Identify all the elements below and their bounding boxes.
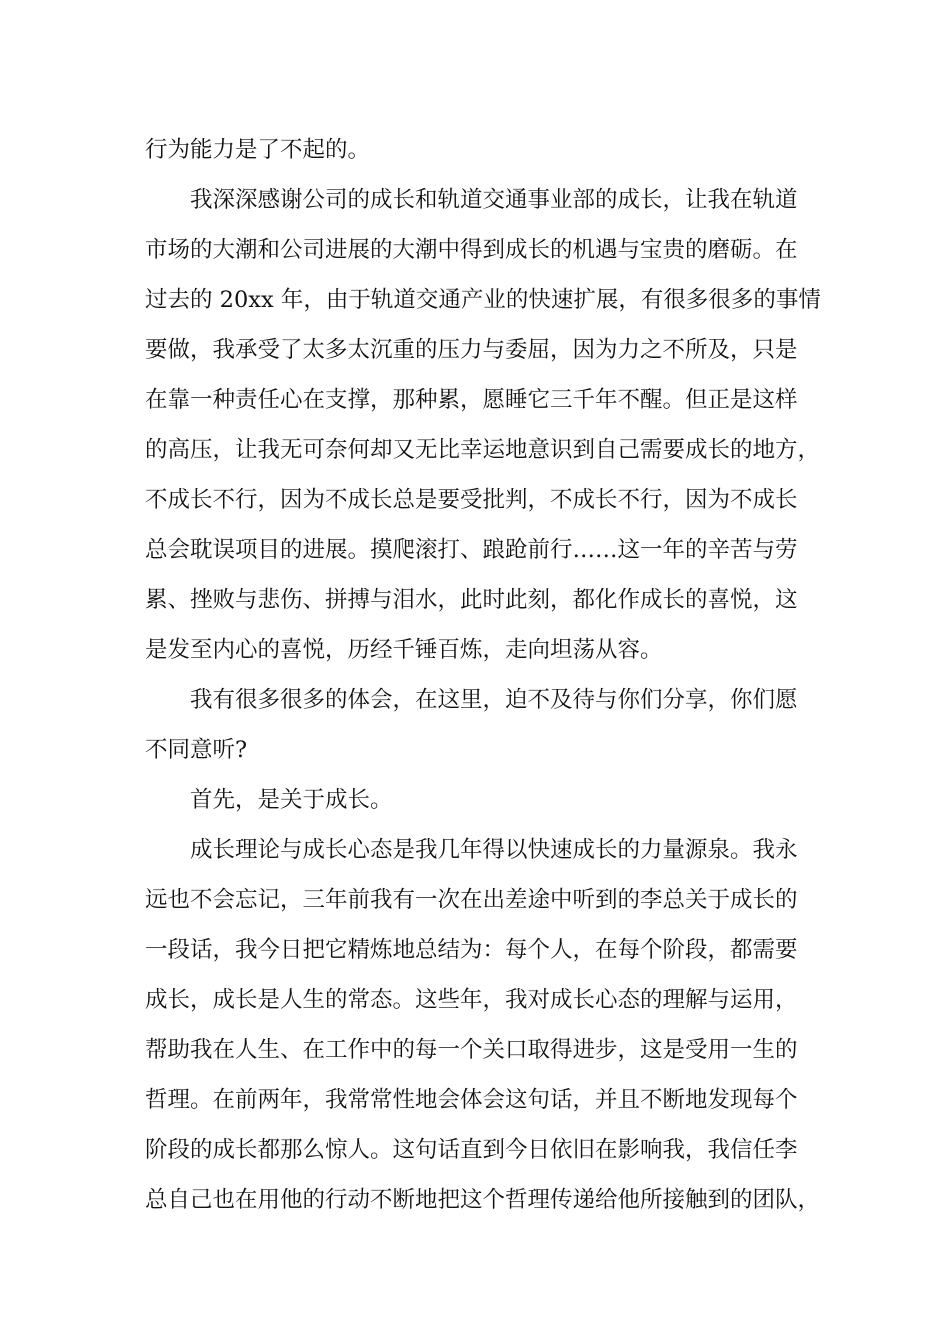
- text-line: 不同意听?: [145, 737, 248, 763]
- text-line: 不成长不行，因为不成长总是要受批判，不成长不行，因为不成长: [145, 487, 798, 513]
- text-line: 总会耽误项目的进展。摸爬滚打、踉跄前行……这一年的辛苦与劳: [145, 537, 798, 563]
- text-line: 我深深感谢公司的成长和轨道交通事业部的成长，让我在轨道: [190, 187, 798, 213]
- text-line: 远也不会忘记，三年前我有一次在出差途中听到的李总关于成长的: [145, 887, 798, 913]
- text-line: 行为能力是了不起的。: [145, 137, 371, 163]
- text-line: 要做，我承受了太多太沉重的压力与委屈，因为力之不所及，只是: [145, 337, 798, 363]
- text-line: 是发至内心的喜悦，历经千锤百炼，走向坦荡从容。: [145, 637, 663, 663]
- text-line: 总自己也在用他的行动不断地把这个哲理传递给他所接触到的团队，: [145, 1187, 821, 1213]
- text-line: 成长，成长是人生的常态。这些年，我对成长心态的理解与运用，: [145, 987, 798, 1013]
- text-line: 在靠一种责任心在支撑，那种累，愿睡它三千年不醒。但正是这样: [145, 387, 798, 413]
- text-line: 市场的大潮和公司进展的大潮中得到成长的机遇与宝贵的磨砺。在: [145, 237, 798, 263]
- text-line: 帮助我在人生、在工作中的每一个关口取得进步，这是受用一生的: [145, 1037, 798, 1063]
- text-line: 阶段的成长都那么惊人。这句话直到今日依旧在影响我，我信任李: [145, 1137, 798, 1163]
- text-line: 过去的 20xx 年，由于轨道交通产业的快速扩展，有很多很多的事情: [145, 287, 821, 313]
- text-line: 的高压，让我无可奈何却又无比幸运地意识到自己需要成长的地方，: [145, 437, 821, 463]
- text-line: 累、挫败与悲伤、拼搏与泪水，此时此刻，都化作成长的喜悦，这: [145, 587, 798, 613]
- text-line: 我有很多很多的体会，在这里，迫不及待与你们分享，你们愿: [190, 687, 798, 713]
- text-line: 成长理论与成长心态是我几年得以快速成长的力量源泉。我永: [190, 837, 798, 863]
- text-line: 首先，是关于成长。: [190, 787, 393, 813]
- text-line: 一段话，我今日把它精炼地总结为：每个人，在每个阶段，都需要: [145, 937, 798, 963]
- text-line: 哲理。在前两年，我常常性地会体会这句话，并且不断地发现每个: [145, 1087, 798, 1113]
